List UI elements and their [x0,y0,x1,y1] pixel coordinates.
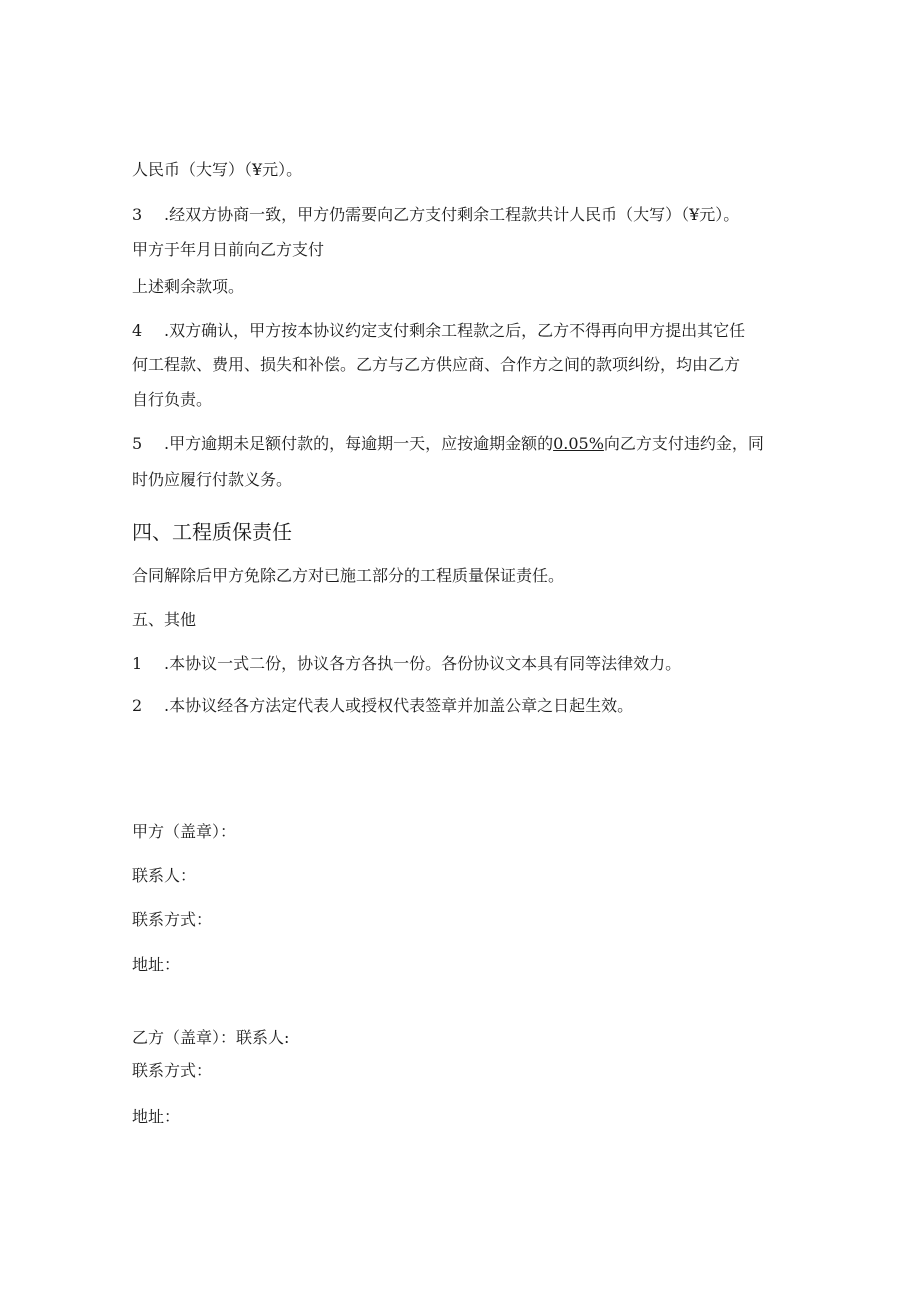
section-4-heading: 四、工程质保责任 [132,520,292,544]
clause-5-line-2: 时仍应履行付款义务。 [132,470,293,489]
clause-3-line-1 [132,205,739,225]
section-5-item-2-text: .本协议经各方法定代表人或授权代表签章并加盖公章之日起生效。 [164,696,634,715]
clause-4-line-1 [132,321,745,341]
party-a-address: 地址： [132,955,181,974]
section-5-item-2 [132,696,633,716]
section-5-heading: 五、其他 [132,610,197,629]
clause-4-line-2: 何工程款、费用、损失和补偿。乙方与乙方供应商、合作方之间的款项纠纷，均由乙方 [132,355,741,374]
section-5-item-1 [132,654,681,674]
section-4-body: 合同解除后甲方免除乙方对已施工部分的工程质量保证责任。 [132,566,565,585]
party-b-address: 地址： [132,1107,181,1126]
clause-4-number: 4 [132,321,143,340]
clause-3-line-3: 上述剩余款项。 [132,277,245,296]
clause-5-number: 5 [132,434,143,453]
section-5-item-1-number: 1 [132,654,143,673]
clause-5-line-1 [132,434,764,454]
clause-3-line-2: 甲方于年月日前向乙方支付 [132,240,325,259]
clause-5-text-b: 向乙方支付违约金，同 [603,434,764,453]
clause-prev-line-1: 人民币（大写）（¥元）。 [132,160,303,179]
penalty-rate: 0.05% [553,434,604,453]
party-a-contact: 联系人： [132,866,197,885]
section-5-item-2-number: 2 [132,696,143,715]
party-a-phone: 联系方式： [132,910,213,929]
section-5-item-1-text: .本协议一式二份，协议各方各执一份。各份协议文本具有同等法律效力。 [164,654,682,673]
clause-4-text: .双方确认，甲方按本协议约定支付剩余工程款之后，乙方不得再向甲方提出其它任 [164,321,746,340]
party-b-seal-contact: 乙方（盖章）：联系人: [132,1028,290,1047]
party-a-seal: 甲方（盖章）： [132,822,237,841]
party-b-phone: 联系方式： [132,1061,213,1080]
clause-3-number: 3 [132,205,143,224]
clause-3-text: .经双方协商一致，甲方仍需要向乙方支付剩余工程款共计人民币（大写）（¥元）。 [164,205,740,224]
clause-4-line-3: 自行负责。 [132,390,213,409]
clause-5-text-a: .甲方逾期未足额付款的，每逾期一天，应按逾期金额的 [164,434,554,453]
